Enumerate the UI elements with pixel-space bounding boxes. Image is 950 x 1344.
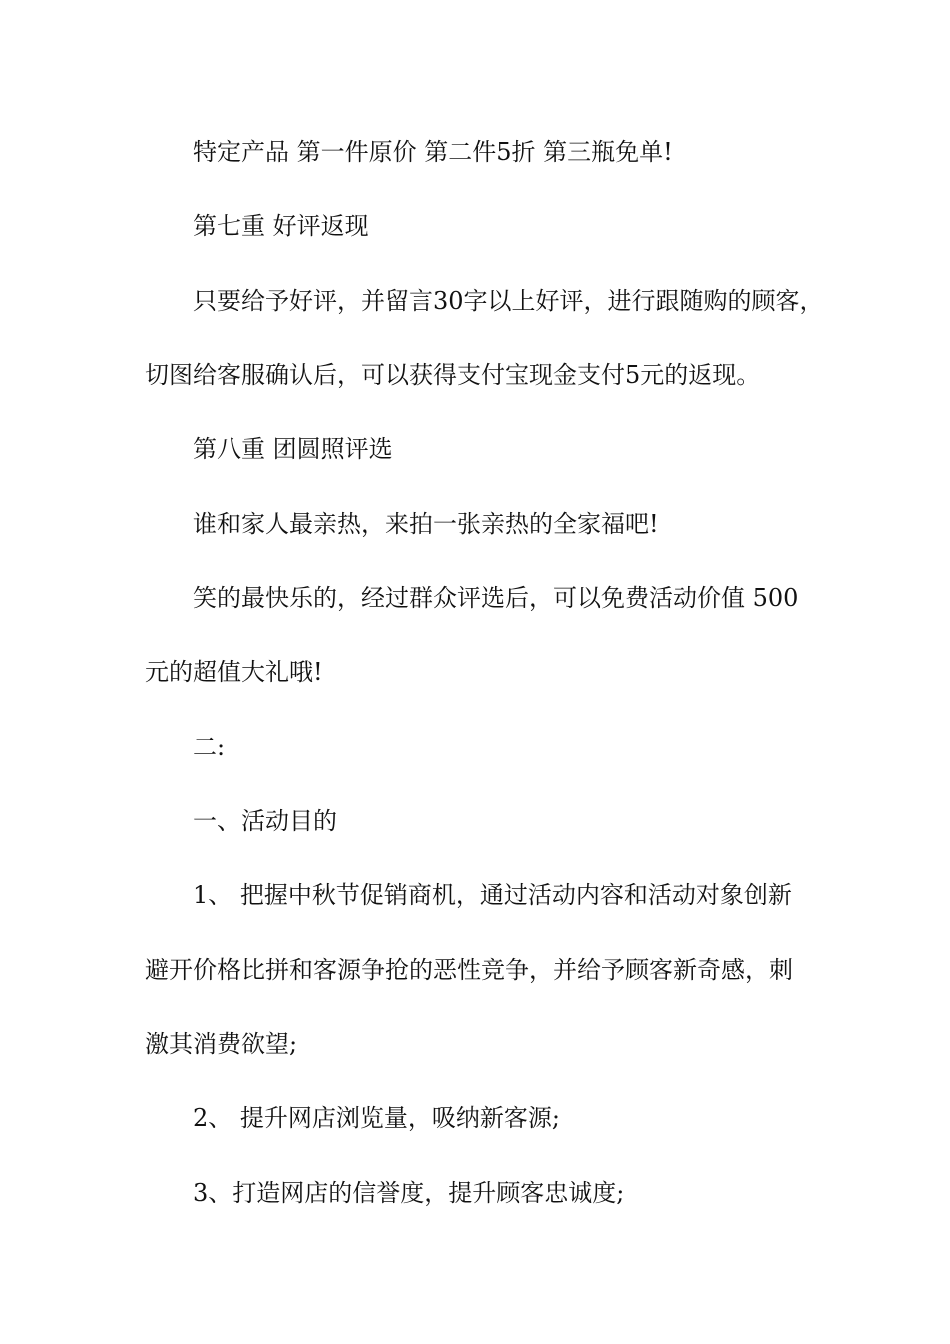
heading-eighth-family-photo-contest: 第八重 团圆照评选 xyxy=(193,435,393,463)
list-item-2: 2、 提升网店浏览量，吸纳新客源; xyxy=(193,1104,560,1132)
section-label-two: 二: xyxy=(193,733,226,761)
paragraph-prize-line-1: 笑的最快乐的，经过群众评选后，可以免费活动价值 500 xyxy=(193,584,799,612)
paragraph-prize-line-2: 元的超值大礼哦! xyxy=(145,658,323,686)
list-item-1-line-1: 1、 把握中秋节促销商机，通过活动内容和活动对象创新 xyxy=(193,881,792,909)
heading-activity-purpose: 一、活动目的 xyxy=(193,807,337,835)
paragraph-promo-offer: 特定产品 第一件原价 第二件5折 第三瓶免单! xyxy=(193,138,673,166)
paragraph-review-line-2: 切图给客服确认后，可以获得支付宝现金支付5元的返现。 xyxy=(145,361,761,389)
paragraph-review-line-1: 只要给予好评，并留言30字以上好评，进行跟随购的顾客， xyxy=(193,287,824,315)
list-item-3: 3、打造网店的信誉度，提升顾客忠诚度; xyxy=(193,1179,625,1207)
list-item-1-line-2: 避开价格比拼和客源争抢的恶性竞争，并给予顾客新奇感，刺 xyxy=(145,956,793,984)
heading-seventh-good-review-cashback: 第七重 好评返现 xyxy=(193,212,369,240)
list-item-1-line-3: 激其消费欲望; xyxy=(145,1030,298,1058)
paragraph-family-photo: 谁和家人最亲热，来拍一张亲热的全家福吧! xyxy=(193,510,659,538)
